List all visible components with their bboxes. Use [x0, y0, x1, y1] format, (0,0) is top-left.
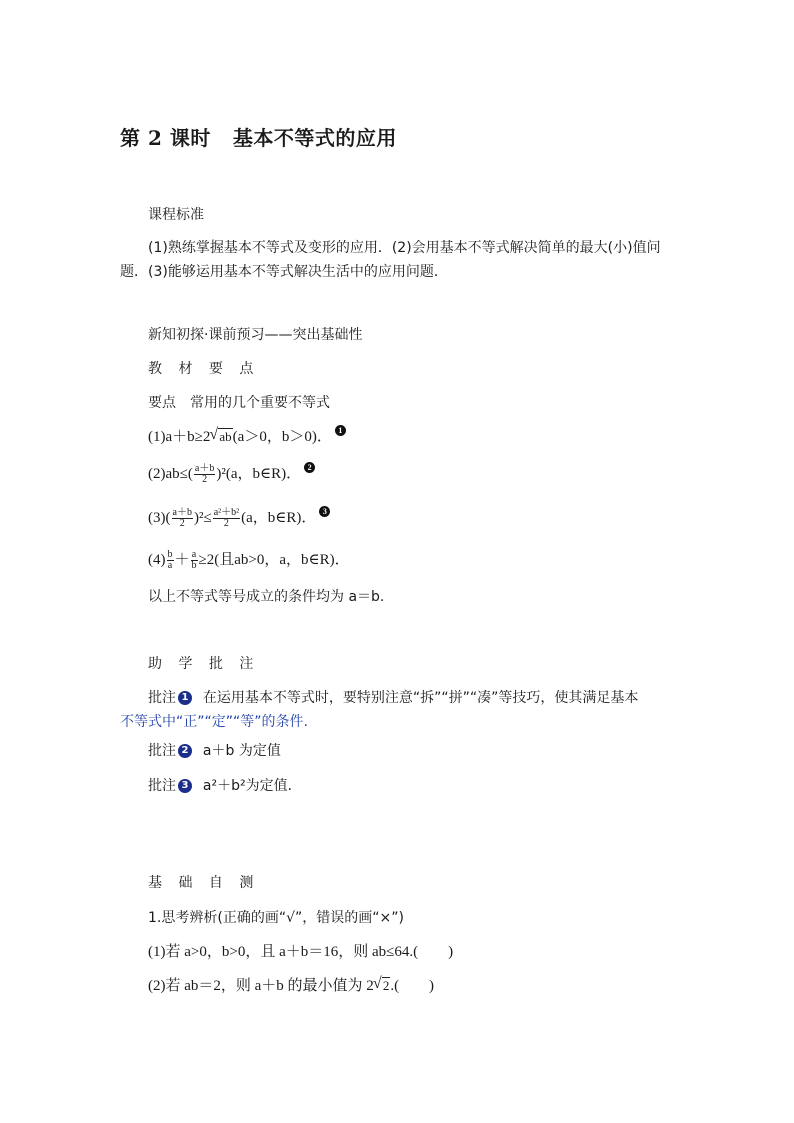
lesson-number: 第 2 课时 [120, 126, 211, 150]
inequality-4: (4) $\frac{b}{a}$ ＋ $\frac{a}{b}$ ≥2(且ab>0，a，b∈R)． [148, 549, 350, 572]
fraction: $\frac{a}{b}$ [191, 549, 197, 572]
inequality-2: (2)ab≤( $\frac{a+b}{2}$ )²(a，b∈R)． 2 [148, 464, 315, 485]
notes-heading: 助 学 批 注 [148, 656, 260, 672]
standards-heading: 课程标准 [148, 207, 204, 223]
note-marker-3-icon: 3 [178, 779, 192, 793]
fraction: $\frac{b}{a}$ [167, 549, 173, 572]
preview-heading: 新知初探·课前预习——突出基础性 [148, 327, 363, 343]
textbook-points-heading: 教 材 要 点 [148, 361, 260, 377]
equality-condition: 以上不等式等号成立的条件均为 a＝b. [148, 589, 385, 605]
self-test-heading: 基 础 自 测 [148, 875, 260, 891]
standards-text: (1)熟练掌握基本不等式及变形的应用．(2)会用基本不等式解决简单的最大(小)值问题．(3)能够运用基本不等式解决生活中的应用问题． [120, 240, 661, 280]
sqrt-2: √ 2 [374, 976, 391, 996]
note-3: 批注 3 a²＋b²为定值． [148, 778, 302, 794]
question-1: 1.思考辨析(正确的画“√”，错误的画“×”) [148, 910, 404, 926]
note-marker-1-icon: 1 [178, 691, 192, 705]
question-1-part-1: (1)若 a>0，b>0，且 a＋b＝16，则 ab≤64.( ) [148, 944, 454, 960]
note-1-continued: 不等式中“正”“定”“等”的条件. [120, 714, 308, 730]
inequality-3: (3)( $\frac{a+b}{2}$ )²≤ $\frac{\text{a²＋b²}}{2}$ (a，b∈R)． 3 [148, 508, 330, 529]
footnote-marker-1-icon: 1 [335, 425, 346, 436]
note-1: 批注 1 在运用基本不等式时，要特别注意“拆”“拼”“凑”等技巧，使其满足基本 [148, 690, 639, 706]
question-1-part-2: (2)若 ab＝2，则 a＋b 的最小值为 2√ 2.( ) [148, 976, 434, 996]
key-point-title: 要点 常用的几个重要不等式 [148, 395, 330, 411]
fraction: $\frac{a+b}{2}$ [194, 463, 215, 486]
fraction: $\frac{a+b}{2}$ [172, 507, 192, 530]
footnote-marker-2-icon: 2 [304, 462, 315, 473]
inequality-1: (1)a＋b≥2√ ab(a＞0，b＞0)． 1 [148, 427, 346, 447]
fraction: $\frac{\text{a²＋b²}}{2}$ [213, 507, 240, 530]
note-marker-2-icon: 2 [178, 744, 192, 758]
footnote-marker-3-icon: 3 [319, 506, 330, 517]
page-title [120, 122, 397, 151]
note-2: 批注 2 a＋b 为定值 [148, 743, 281, 759]
sqrt-ab: √ ab [210, 427, 232, 447]
lesson-topic: 基本不等式的应用 [232, 126, 397, 150]
